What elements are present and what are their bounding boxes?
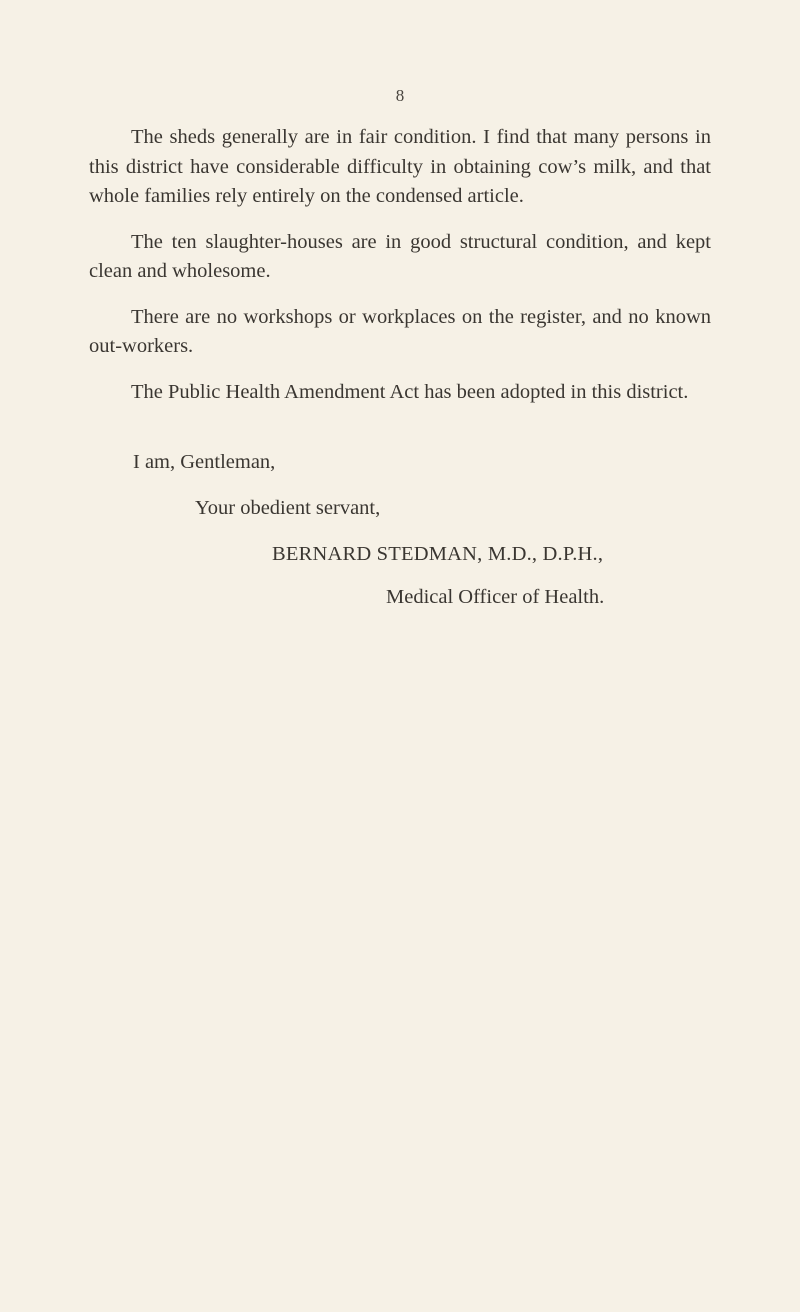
page-number: 8 bbox=[395, 86, 405, 105]
paragraph-slaughter-houses: The ten slaughter-houses are in good structural condition, and kept clean and wholesome. bbox=[89, 230, 711, 282]
signatory-title: Medical Officer of Health. bbox=[386, 586, 605, 608]
salutation: I am, Gentleman, bbox=[133, 451, 276, 473]
paragraph-public-health-act: The Public Health Amendment Act has been adopted in this district. bbox=[131, 380, 689, 403]
report-body bbox=[89, 123, 711, 423]
valediction: Your obedient servant, bbox=[195, 497, 381, 519]
paragraph-sheds: The sheds generally are in fair condition. I find that many persons in this district have considerable difficulty in obtaining cow’s milk, and that whole families rely entirely on the condensed article. bbox=[89, 126, 711, 207]
paragraph-workshops: There are no workshops or workplaces on the register, and no known out-workers. bbox=[89, 305, 711, 357]
signatory-name: BERNARD STEDMAN, M.D., D.P.H., bbox=[272, 543, 604, 565]
